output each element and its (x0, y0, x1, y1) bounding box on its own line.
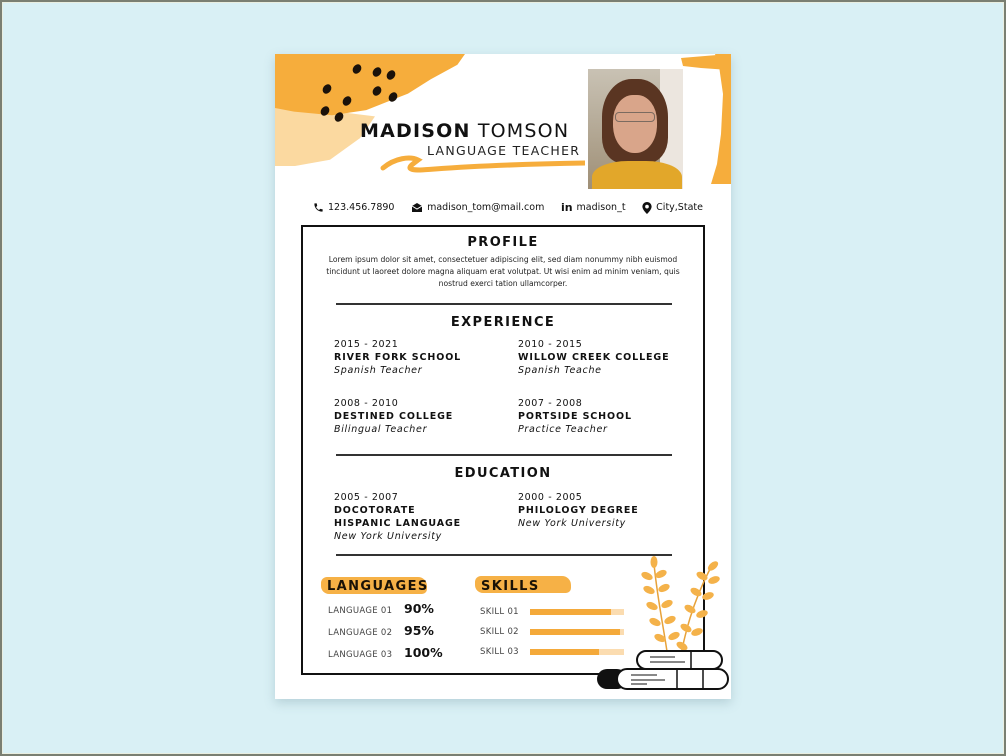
first-name: MADISON (360, 120, 471, 142)
language-row: LANGUAGE 02 95% (328, 623, 434, 638)
skills-heading: SKILLS (481, 579, 540, 594)
linkedin-icon: in (560, 201, 573, 214)
phone-icon (313, 202, 324, 213)
languages-heading: LANGUAGES (327, 579, 429, 594)
location-pin-icon (642, 202, 652, 214)
profile-heading: PROFILE (467, 235, 539, 250)
experience-item: 2007 - 2008 PORTSIDE SCHOOL Practice Teacher (518, 398, 632, 435)
experience-item: 2015 - 2021 RIVER FORK SCHOOL Spanish Teacher (334, 339, 462, 376)
contact-linkedin: in madison_t (560, 201, 626, 214)
education-item: 2000 - 2005 PHILOLOGY DEGREE New York University (518, 492, 639, 529)
profile-text: Lorem ipsum dolor sit amet, consectetuer adipiscing elit, sed diam nonummy nibh euismod tincidunt ut laoreet dolore magna aliquam erat volutpat. Ut wisi enim ad minim veniam, quis nostrud exerci tation ullamcorper. (326, 255, 680, 288)
section-divider (336, 303, 672, 305)
education-heading: EDUCATION (454, 466, 552, 481)
contact-location: City,State (642, 202, 703, 214)
skill-bar (530, 629, 624, 635)
language-row: LANGUAGE 03 100% (328, 645, 443, 660)
mail-icon (411, 202, 423, 213)
education-item: 2005 - 2007 DOCOTORATE HISPANIC LANGUAGE New York University (334, 492, 462, 542)
contact-email: madison_tom@mail.com (411, 202, 544, 213)
skill-row: SKILL 01 (480, 607, 624, 617)
experience-heading: EXPERIENCE (450, 315, 556, 330)
section-divider (336, 454, 672, 456)
experience-item: 2010 - 2015 WILLOW CREEK COLLEGE Spanish Teache (518, 339, 670, 376)
contact-bar (313, 201, 703, 214)
books-illustration (595, 647, 730, 692)
skill-row: SKILL 03 (480, 647, 624, 657)
resume-page (275, 54, 731, 699)
last-name: TOMSON (477, 120, 570, 142)
profile-photo (588, 69, 683, 189)
experience-item: 2008 - 2010 DESTINED COLLEGE Bilingual Teacher (334, 398, 454, 435)
skill-row: SKILL 02 (480, 627, 624, 637)
section-divider (336, 554, 672, 556)
job-title: LANGUAGE TEACHER (427, 143, 581, 158)
candidate-name (360, 120, 569, 142)
skill-bar (530, 609, 624, 615)
contact-phone: 123.456.7890 (313, 202, 394, 213)
language-row: LANGUAGE 01 90% (328, 601, 434, 616)
